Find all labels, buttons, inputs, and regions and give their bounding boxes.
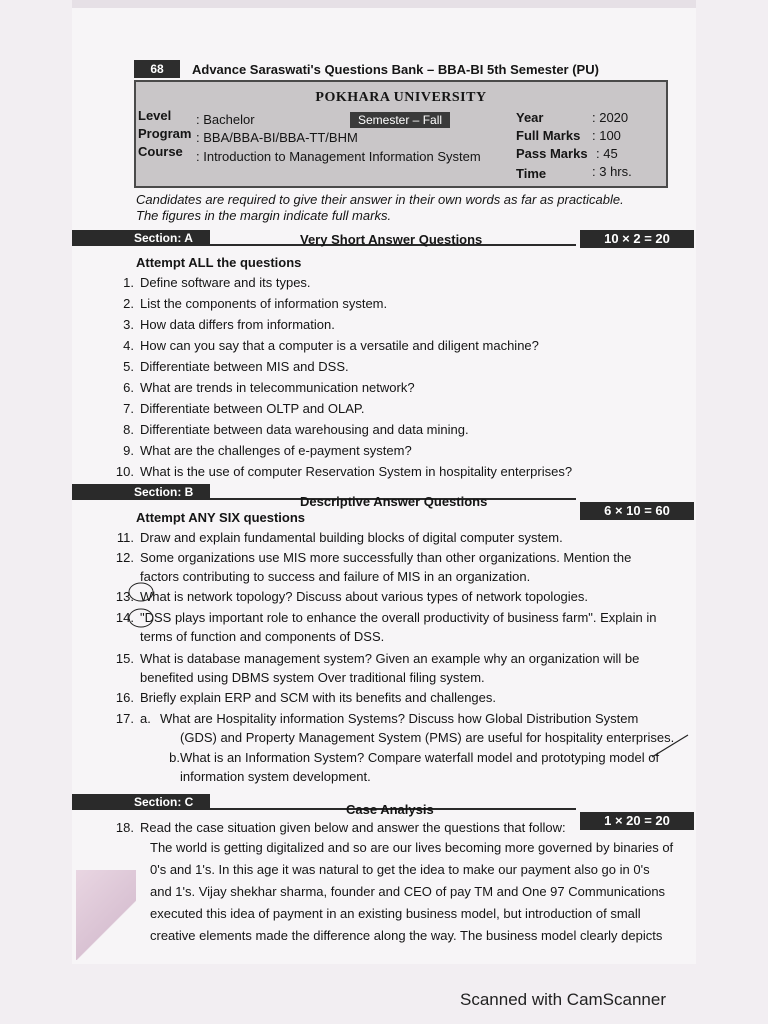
question-item: [112, 380, 415, 395]
program-label: Program: [138, 126, 192, 141]
full-marks-value: : 100: [592, 128, 621, 143]
exam-info-box: [134, 80, 668, 188]
question-number: 16.: [115, 690, 134, 705]
question-text: What is the use of computer Reservation System in hospitality enterprises?: [140, 464, 573, 479]
question-number: 2.: [123, 296, 134, 311]
section-b-instruction: Attempt ANY SIX questions: [136, 510, 306, 525]
section-a-marks: 10 × 2 = 20: [580, 230, 694, 248]
question-number: 1.: [123, 275, 134, 290]
question-text: What are the challenges of e-payment system?: [140, 443, 412, 458]
question-number: 18.: [115, 820, 134, 835]
question-number: 7.: [123, 401, 134, 416]
section-c-title: Case Analysis: [346, 802, 434, 817]
question-item: [112, 589, 588, 604]
question-text: What is an Information System? Compare waterfall model and prototyping model of: [180, 750, 660, 765]
case-text-line: 0's and 1's. In this age it was natural to get the idea to make our payment also go in 0's: [150, 862, 650, 877]
section-a-instruction: Attempt ALL the questions: [136, 255, 302, 270]
question-item: [112, 422, 469, 437]
question-text: What is database management system? Given an example why an organization will be: [140, 651, 640, 666]
section-b-title: Descriptive Answer Questions: [300, 494, 488, 509]
case-text-line: creative elements made the difference along the way. The business model clearly depicts: [150, 928, 663, 943]
question-item: [112, 359, 349, 374]
question-text-continued: benefited using DBMS system Over traditional filing system.: [140, 670, 485, 685]
question-item: [112, 651, 639, 666]
subquestion-letter: b.: [169, 750, 180, 765]
question-text: Differentiate between data warehousing and data mining.: [140, 422, 469, 437]
question-number: 10.: [115, 464, 134, 479]
section-b-tag: Section: B: [72, 484, 210, 500]
question-item: [134, 750, 659, 765]
question-text: What is network topology? Discuss about various types of network topologies.: [140, 589, 589, 604]
question-item: [112, 275, 311, 290]
question-item: [112, 711, 638, 726]
question-text: How data differs from information.: [140, 317, 335, 332]
top-band: [72, 0, 696, 8]
year-value: : 2020: [592, 110, 629, 125]
question-text-continued: (GDS) and Property Management System (PMS) are useful for hospitality enterprises.: [180, 730, 675, 745]
full-marks-label: Full Marks: [516, 128, 581, 143]
section-b-marks: 6 × 10 = 60: [580, 502, 694, 520]
question-item: [112, 464, 572, 479]
question-number: 11.: [116, 530, 134, 545]
pass-marks-value: : 45: [596, 146, 618, 161]
semester-badge: Semester – Fall: [350, 112, 450, 128]
case-text-line: and 1's. Vijay shekhar sharma, founder and CEO of pay TM and One 97 Communications: [150, 884, 666, 899]
time-value: : 3 hrs.: [592, 164, 632, 179]
case-text-line: executed this idea of payment in an existing business model, but introduction of small: [150, 906, 641, 921]
question-text: How can you say that a computer is a versatile and diligent machine?: [140, 338, 539, 353]
question-text: Briefly explain ERP and SCM with its benefits and challenges.: [140, 690, 497, 705]
course-label: Course: [138, 144, 183, 159]
circle-mark-icon: [126, 576, 156, 632]
question-item: [112, 610, 656, 625]
question-number: 12.: [115, 550, 134, 565]
level-label: Level: [138, 108, 172, 123]
book-header: [134, 60, 668, 80]
question-item: [112, 317, 335, 332]
instruction-line: Candidates are required to give their answer in their own words as far as practicable.: [136, 192, 624, 207]
question-text: Some organizations use MIS more successfully than other organizations. Mention the: [140, 550, 632, 565]
question-text: "DSS plays important role to enhance the overall productivity of business farm". Explain in: [140, 610, 657, 625]
question-number: 14.: [115, 610, 134, 625]
question-text: What are trends in telecommunication network?: [140, 380, 415, 395]
time-label: Time: [516, 166, 547, 181]
program-value: : BBA/BBA-BI/BBA-TT/BHM: [196, 130, 358, 145]
section-a-header: [72, 230, 696, 250]
section-c-tag: Section: C: [72, 794, 210, 810]
question-item: [112, 820, 566, 835]
question-number: 6.: [123, 380, 134, 395]
question-number: 4.: [123, 338, 134, 353]
question-item: [112, 338, 539, 353]
section-a-tag: Section: A: [72, 230, 210, 246]
question-item: [112, 550, 631, 565]
year-label: Year: [516, 110, 544, 125]
question-text: Define software and its types.: [140, 275, 311, 290]
book-title: Advance Saraswati's Questions Bank – BBA-BI 5th Semester (PU): [192, 62, 599, 77]
question-number: 3.: [123, 317, 134, 332]
question-item: [112, 530, 563, 545]
question-number: 13.: [115, 589, 134, 604]
question-text-continued: terms of function and components of DSS.: [140, 629, 385, 644]
question-text: What are Hospitality information Systems? Discuss how Global Distribution System: [160, 711, 639, 726]
question-item: [112, 690, 496, 705]
question-number: 15.: [115, 651, 134, 666]
level-value: : Bachelor: [196, 112, 255, 127]
section-c-marks: 1 × 20 = 20: [580, 812, 694, 830]
page-corner-fold: [76, 870, 136, 960]
question-item: [112, 296, 387, 311]
scanned-page: [72, 0, 696, 964]
course-value: : Introduction to Management Information System: [196, 149, 481, 164]
question-text: Differentiate between OLTP and OLAP.: [140, 401, 365, 416]
question-item: [112, 443, 412, 458]
instruction-line: The figures in the margin indicate full marks.: [136, 208, 392, 223]
case-text-line: The world is getting digitalized and so are our lives becoming more governed by binaries of: [150, 840, 674, 855]
question-text-continued: information system development.: [180, 769, 371, 784]
question-number: 9.: [123, 443, 134, 458]
pen-mark-icon: [650, 733, 690, 761]
question-item: [112, 401, 365, 416]
question-text: List the components of information system.: [140, 296, 388, 311]
pass-marks-label: Pass Marks: [516, 146, 588, 161]
subquestion-letter: a.: [140, 711, 151, 726]
question-number: 17.: [115, 711, 134, 726]
question-text: Draw and explain fundamental building blocks of digital computer system.: [140, 530, 563, 545]
page-number: 68: [134, 60, 180, 78]
section-a-title: Very Short Answer Questions: [300, 232, 483, 247]
question-text: Read the case situation given below and answer the questions that follow:: [140, 820, 566, 835]
question-text-continued: factors contributing to success and failure of MIS in an organization.: [140, 569, 531, 584]
question-text: Differentiate between MIS and DSS.: [140, 359, 349, 374]
scanner-watermark: Scanned with CamScanner: [460, 990, 667, 1009]
question-number: 8.: [123, 422, 134, 437]
university-name: POKHARA UNIVERSITY: [315, 90, 487, 105]
question-number: 5.: [123, 359, 134, 374]
